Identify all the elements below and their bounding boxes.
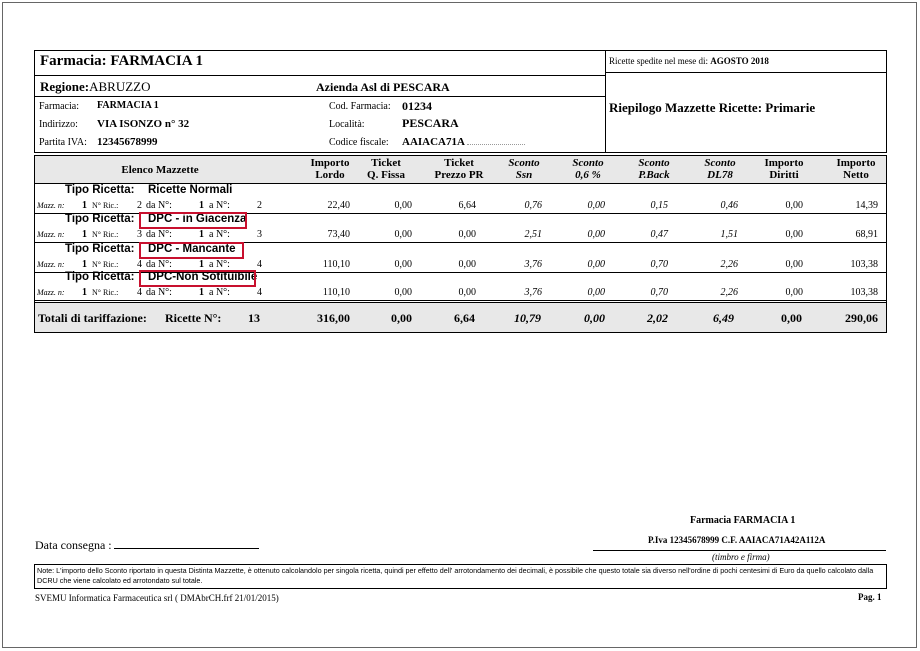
- col-sconto-pback: [624, 157, 684, 181]
- tipo-ricetta-label: Tipo Ricetta:: [65, 243, 135, 255]
- col-label: Ssn: [515, 169, 533, 181]
- col-label: Lordo: [315, 169, 345, 181]
- mazz-label: Mazz. n:: [37, 260, 65, 269]
- cell-diritti: 0,00: [785, 287, 803, 298]
- totals-fissa: 0,00: [391, 311, 412, 325]
- divider: [34, 75, 606, 76]
- cell-netto: 14,39: [855, 200, 878, 211]
- ricette-mese-label: Ricette spedite nel mese di:: [609, 56, 708, 66]
- codice-fiscale-label: Codice fiscale:: [329, 137, 389, 148]
- col-label: Q. Fissa: [367, 169, 405, 181]
- codice-fiscale-value: [402, 136, 525, 148]
- row-divider: [34, 300, 887, 301]
- cell-ssn: 3,76: [524, 259, 542, 270]
- cell-lordo: 110,10: [322, 287, 350, 298]
- col-label: Ticket: [371, 157, 401, 169]
- cell-ssn: 0,76: [524, 200, 542, 211]
- da-value: 1: [199, 229, 204, 240]
- localita-value: PESCARA: [402, 116, 459, 130]
- col-sconto-ssn: [494, 157, 554, 181]
- cod-farmacia-value: 01234: [402, 99, 432, 113]
- a-label: a N°:: [209, 229, 230, 240]
- nric-label: N° Ric.:: [92, 260, 119, 269]
- totals-netto: 290,06: [845, 311, 878, 325]
- divider: [34, 96, 606, 97]
- col-importo-diritti: [754, 157, 814, 181]
- col-elenco: Elenco Mazzette: [121, 164, 199, 176]
- col-label: 0,6 %: [575, 169, 601, 181]
- azienda: Azienda Asl di PESCARA: [316, 80, 450, 94]
- farmacia-row-value: FARMACIA 1: [97, 100, 159, 111]
- farmacia-row-label: Farmacia:: [39, 101, 79, 112]
- cell-pback: 0,47: [650, 229, 668, 240]
- highlight-box: [139, 270, 256, 287]
- piva-cf: P.Iva 12345678999 C.F. AAIACA71A42A112A: [648, 535, 826, 545]
- col-sconto-dl78: [690, 157, 750, 181]
- cell-dl78: 0,46: [720, 200, 738, 211]
- regione-value: ABRUZZO: [89, 79, 151, 94]
- cell-fissa: 0,00: [394, 229, 412, 240]
- a-value: 4: [257, 287, 262, 298]
- software-info: SVEMU Informatica Farmaceutica srl ( DMAbrCH.frf 21/01/2015): [35, 593, 279, 603]
- nric-value: 4: [137, 259, 142, 270]
- mazz-label: Mazz. n:: [37, 230, 65, 239]
- cell-s06: 0,00: [587, 287, 605, 298]
- highlight-box: [139, 242, 244, 259]
- farmacia-title-label: Farmacia:: [40, 53, 107, 69]
- cell-lordo: 73,40: [327, 229, 350, 240]
- farmacia-title-name: FARMACIA 1: [110, 53, 204, 69]
- col-label: Sconto: [572, 157, 604, 169]
- cell-netto: 103,38: [850, 287, 878, 298]
- tipo-ricetta-value: DPC - in Giacenza: [148, 213, 247, 225]
- nric-label: N° Ric.:: [92, 201, 119, 210]
- mazz-label: Mazz. n:: [37, 201, 65, 210]
- highlight-box: [139, 212, 247, 229]
- col-label: DL78: [707, 169, 733, 181]
- divider: [605, 72, 887, 73]
- a-value: 2: [257, 200, 262, 211]
- tipo-ricetta-label: Tipo Ricetta:: [65, 184, 135, 196]
- cell-lordo: 110,10: [322, 259, 350, 270]
- totals-ricette: 13: [248, 311, 260, 325]
- col-label: P.Back: [638, 169, 670, 181]
- cell-dl78: 2,26: [720, 259, 738, 270]
- totals-prezzo: 6,64: [454, 311, 475, 325]
- redacted-mark: [467, 144, 525, 145]
- cell-s06: 0,00: [587, 229, 605, 240]
- cell-diritti: 0,00: [785, 259, 803, 270]
- col-ticket-prezzo: [420, 157, 498, 181]
- col-importo-lordo: [300, 157, 360, 181]
- cod-farmacia-label: Cod. Farmacia:: [329, 101, 391, 112]
- cell-prezzo: 0,00: [458, 229, 476, 240]
- cell-diritti: 0,00: [785, 229, 803, 240]
- tipo-ricetta-value: DPC-Non Sotituibile: [148, 271, 258, 283]
- nric-label: N° Ric.:: [92, 288, 119, 297]
- col-label: Prezzo PR: [434, 169, 484, 181]
- nric-value: 4: [137, 287, 142, 298]
- totals-label: Totali di tariffazione:: [38, 311, 147, 325]
- tipo-ricetta-value: DPC - Mancante: [148, 243, 236, 255]
- col-sconto-06: [558, 157, 618, 181]
- col-label: Sconto: [704, 157, 736, 169]
- ricette-mese: [609, 56, 769, 66]
- totals-diritti: 0,00: [781, 311, 802, 325]
- a-value: 3: [257, 229, 262, 240]
- cell-netto: 68,91: [855, 229, 878, 240]
- riepilogo-value: Primarie: [765, 100, 816, 115]
- col-label: Importo: [310, 157, 350, 169]
- nric-value: 2: [137, 200, 142, 211]
- data-consegna-label: Data consegna :: [35, 538, 112, 552]
- cell-pback: 0,70: [650, 287, 668, 298]
- cell-lordo: 22,40: [327, 200, 350, 211]
- da-label: da N°:: [146, 200, 172, 211]
- col-label: Sconto: [508, 157, 540, 169]
- totals-dl78: 6,49: [713, 311, 734, 325]
- col-label: Importo: [836, 157, 876, 169]
- mazz-number: 1: [82, 259, 87, 270]
- tipo-ricetta-label: Tipo Ricetta:: [65, 271, 135, 283]
- regione: [40, 79, 151, 95]
- cell-dl78: 1,51: [720, 229, 738, 240]
- cell-prezzo: 6,64: [458, 200, 476, 211]
- da-value: 1: [199, 200, 204, 211]
- riepilogo-title: Riepilogo Mazzette Ricette:: [609, 100, 763, 115]
- mazz-number: 1: [82, 200, 87, 211]
- cell-fissa: 0,00: [394, 200, 412, 211]
- da-value: 1: [199, 287, 204, 298]
- cell-pback: 0,15: [650, 200, 668, 211]
- mazz-number: 1: [82, 287, 87, 298]
- cell-dl78: 2,26: [720, 287, 738, 298]
- indirizzo-label: Indirizzo:: [39, 119, 78, 130]
- col-label: Sconto: [638, 157, 670, 169]
- nric-label: N° Ric.:: [92, 230, 119, 239]
- totals-ricette-label: Ricette N°:: [165, 311, 222, 325]
- regione-label: Regione:: [40, 79, 90, 94]
- page-number: Pag. 1: [858, 592, 882, 602]
- cell-pback: 0,70: [650, 259, 668, 270]
- totals-s06: 0,00: [584, 311, 605, 325]
- note-text: Note: L'importo dello Sconto riportato in questa Distinta Mazzette, è ottenuto calcolandolo per singola ricetta, quindi per effetto dell' arrotondamento dei decimali, è possibile che questo totale sia diverso nell'ordine di pochi centesimi di Euro da quello calcolato dalla DCRU che viene calcolato ed arrotondato sul totale.: [37, 566, 874, 585]
- farmacia-sign: Farmacia FARMACIA 1: [690, 515, 796, 526]
- riepilogo: [609, 100, 815, 116]
- mazz-label: Mazz. n:: [37, 288, 65, 297]
- indirizzo-value: VIA ISONZO n° 32: [97, 118, 190, 130]
- a-value: 4: [257, 259, 262, 270]
- da-label: da N°:: [146, 259, 172, 270]
- a-label: a N°:: [209, 200, 230, 211]
- data-consegna-line: [114, 548, 259, 549]
- col-ticket-fissa: [356, 157, 416, 181]
- a-label: a N°:: [209, 287, 230, 298]
- col-label: Diritti: [769, 169, 799, 181]
- tipo-ricetta-value: Ricette Normali: [148, 184, 233, 196]
- totals-pback: 2,02: [647, 311, 668, 325]
- codice-fiscale-text: AAIACA71A: [402, 136, 465, 148]
- cell-ssn: 2,51: [524, 229, 542, 240]
- signature-line: [593, 550, 886, 551]
- ricette-mese-value: AGOSTO 2018: [710, 56, 769, 66]
- timbro: (timbro e firma): [712, 552, 770, 562]
- col-importo-netto: [826, 157, 886, 181]
- totals-ssn: 10,79: [514, 311, 541, 325]
- cell-s06: 0,00: [587, 200, 605, 211]
- farmacia-title: [40, 53, 203, 70]
- cell-prezzo: 0,00: [458, 259, 476, 270]
- col-label: Ticket: [444, 157, 474, 169]
- cell-prezzo: 0,00: [458, 287, 476, 298]
- cell-ssn: 3,76: [524, 287, 542, 298]
- a-label: a N°:: [209, 259, 230, 270]
- tipo-ricetta-label: Tipo Ricetta:: [65, 213, 135, 225]
- col-label: Importo: [764, 157, 804, 169]
- da-label: da N°:: [146, 229, 172, 240]
- cell-fissa: 0,00: [394, 259, 412, 270]
- da-label: da N°:: [146, 287, 172, 298]
- cell-s06: 0,00: [587, 259, 605, 270]
- partita-iva-label: Partita IVA:: [39, 137, 87, 148]
- mazz-number: 1: [82, 229, 87, 240]
- nric-value: 3: [137, 229, 142, 240]
- da-value: 1: [199, 259, 204, 270]
- col-label: Netto: [843, 169, 869, 181]
- cell-diritti: 0,00: [785, 200, 803, 211]
- partita-iva-value: 12345678999: [97, 136, 158, 148]
- cell-netto: 103,38: [850, 259, 878, 270]
- localita-label: Località:: [329, 119, 365, 130]
- totals-lordo: 316,00: [317, 311, 350, 325]
- cell-fissa: 0,00: [394, 287, 412, 298]
